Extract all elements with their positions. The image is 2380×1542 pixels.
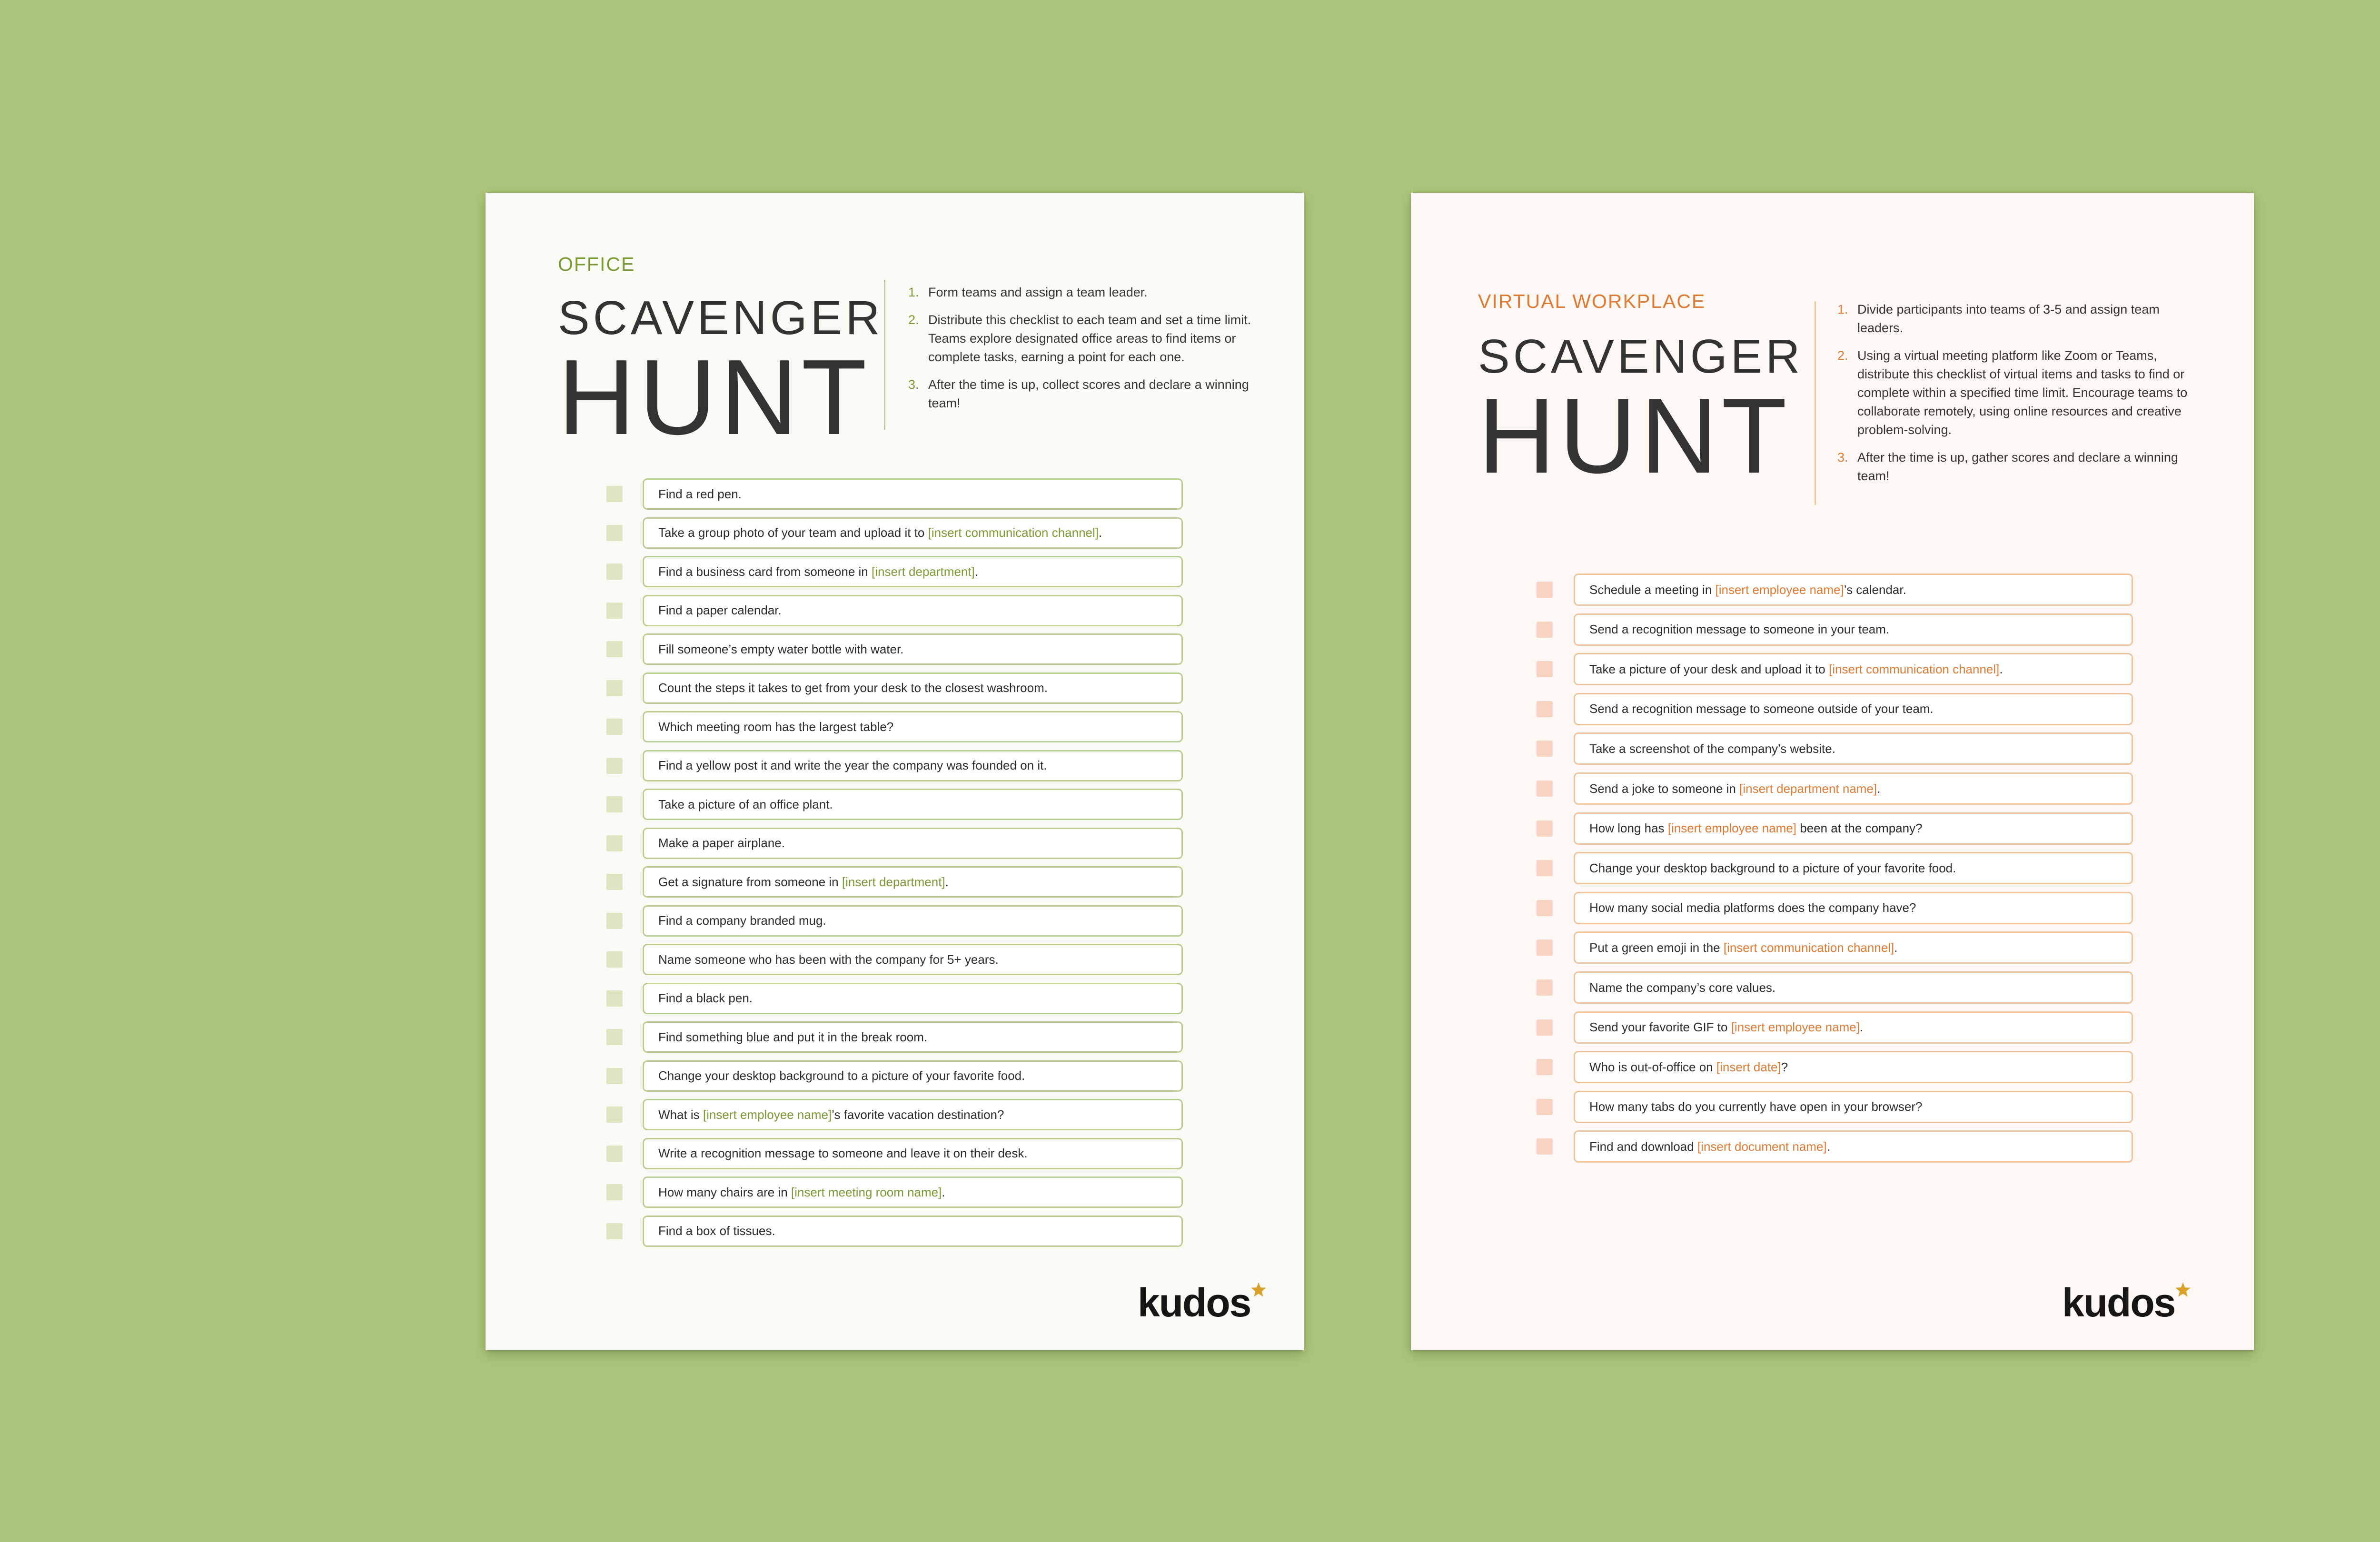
item-text: Change your desktop background to a picture of your favorite food. — [658, 1068, 1025, 1083]
item-text: Find a box of tissues. — [658, 1224, 775, 1238]
checklist-item — [1537, 812, 2127, 845]
step-text: Using a virtual meeting platform like Zoom or Teams, distribute this checklist of virtual items and tasks to find or complete within a specified time limit. Encourage teams to collaborate remotely, using online resources and creative problem-solving. — [1857, 348, 2188, 437]
insert-placeholder: [insert communication channel] — [1723, 940, 1894, 955]
checkbox[interactable] — [1537, 1099, 1553, 1115]
kudos-logo — [2062, 1280, 2175, 1325]
checklist-item — [606, 866, 1178, 898]
checklist-item — [606, 711, 1178, 742]
checkbox[interactable] — [1537, 1019, 1553, 1036]
insert-placeholder: [insert employee name] — [1731, 1020, 1860, 1035]
item-text: Who is out-of-office on — [1589, 1059, 1716, 1074]
checklist-item-text — [643, 1060, 1183, 1092]
checkbox[interactable] — [1537, 661, 1553, 677]
item-text: ? — [1781, 1059, 1788, 1074]
checkbox[interactable] — [606, 641, 623, 657]
checklist-item — [606, 1021, 1178, 1053]
checklist-item-text — [643, 1176, 1183, 1208]
checkbox[interactable] — [1537, 1138, 1553, 1155]
checklist-item — [1537, 852, 2127, 884]
step-text: Distribute this checklist to each team and set a time limit. Teams explore designated office areas to find items or complete tasks, earning a point for each one. — [928, 313, 1251, 364]
checklist-item — [1537, 1091, 2127, 1123]
checklist-item-text — [643, 711, 1183, 742]
item-text: Send your favorite GIF to — [1589, 1020, 1731, 1035]
office-task-list — [606, 478, 1178, 1238]
checklist-item-text — [643, 1216, 1183, 1247]
checkbox[interactable] — [606, 990, 623, 1007]
checkbox[interactable] — [606, 1068, 623, 1084]
checklist-item-text — [643, 1021, 1183, 1053]
checklist-item — [606, 1176, 1178, 1208]
checkbox[interactable] — [606, 1184, 623, 1200]
item-text: Send a recognition message to someone outside of your team. — [1589, 702, 1934, 716]
checklist-item — [1537, 732, 2127, 765]
item-text: How many social media platforms does the company have? — [1589, 900, 1916, 915]
checklist-item-text — [643, 866, 1183, 898]
checklist-item — [606, 556, 1178, 587]
checklist-item — [606, 633, 1178, 665]
checklist-item — [606, 1060, 1178, 1092]
checklist-item — [606, 789, 1178, 820]
step-number: 2. — [908, 313, 919, 327]
checklist-item-text — [1574, 1051, 2133, 1083]
step-number: 1. — [1837, 302, 1848, 316]
office-title-line2: HUNT — [558, 337, 871, 457]
checklist-item-text — [643, 944, 1183, 975]
checklist-item — [606, 595, 1178, 626]
checklist-item — [606, 1099, 1178, 1130]
office-divider — [884, 280, 885, 430]
item-text: . — [1099, 525, 1102, 540]
checklist-item-text — [643, 672, 1183, 704]
checkbox[interactable] — [1537, 741, 1553, 757]
step-number: 3. — [1837, 450, 1848, 465]
item-text: How many tabs do you currently have open in your browser? — [1589, 1099, 1923, 1114]
item-text: Take a picture of your desk and upload it to — [1589, 662, 1829, 676]
step-number: 1. — [908, 285, 919, 299]
item-text: . — [942, 1185, 945, 1199]
insert-placeholder: [insert date] — [1716, 1059, 1781, 1074]
item-text: What is — [658, 1107, 703, 1122]
checkbox[interactable] — [1537, 701, 1553, 717]
checklist-item-text — [643, 983, 1183, 1014]
checkbox[interactable] — [1537, 939, 1553, 956]
kudos-logo-text: kudos — [2062, 1280, 2175, 1325]
insert-placeholder: [insert department] — [842, 874, 945, 889]
checkbox[interactable] — [606, 1029, 623, 1045]
virtual-instructions — [1833, 300, 2196, 494]
checklist-item — [606, 983, 1178, 1014]
insert-placeholder: [insert employee name] — [703, 1107, 832, 1122]
checklist-item — [606, 828, 1178, 859]
checklist-item — [606, 944, 1178, 975]
checklist-item-text — [643, 1099, 1183, 1130]
step-text: Form teams and assign a team leader. — [928, 285, 1148, 299]
item-text: Find a paper calendar. — [658, 603, 782, 617]
checklist-item-text — [643, 556, 1183, 587]
checklist-item — [1537, 653, 2127, 685]
checklist-item — [1537, 772, 2127, 805]
checklist-item-text — [1574, 653, 2133, 685]
checklist-item — [1537, 1011, 2127, 1044]
checkbox[interactable] — [1537, 820, 1553, 837]
checklist-item-text — [1574, 573, 2133, 606]
checklist-item — [1537, 573, 2127, 606]
checklist-item — [606, 517, 1178, 549]
item-text: Make a paper airplane. — [658, 836, 785, 850]
item-text: Take a picture of an office plant. — [658, 797, 833, 811]
checklist-item-text — [1574, 1091, 2133, 1123]
checkbox[interactable] — [606, 951, 623, 968]
virtual-title-line2: HUNT — [1478, 376, 1791, 495]
office-checklist-sheet — [486, 193, 1304, 1350]
item-text: How many chairs are in — [658, 1185, 791, 1199]
checklist-item — [1537, 613, 2127, 646]
item-text: Take a screenshot of the company’s website. — [1589, 741, 1835, 756]
item-text: Count the steps it takes to get from your desk to the closest washroom. — [658, 681, 1048, 695]
item-text: Take a group photo of your team and upload it to — [658, 525, 928, 540]
virtual-title — [1478, 330, 1804, 495]
instruction-step — [1837, 346, 2196, 439]
checklist-item-text — [643, 789, 1183, 820]
checklist-item-text — [1574, 772, 2133, 805]
insert-placeholder: [insert department name] — [1739, 781, 1877, 796]
checklist-item — [1537, 971, 2127, 1004]
insert-placeholder: [insert communication channel] — [1828, 662, 2000, 676]
checkbox[interactable] — [1537, 582, 1553, 598]
checklist-item — [606, 905, 1178, 937]
checklist-item-text — [1574, 931, 2133, 964]
item-text: Change your desktop background to a picture of your favorite food. — [1589, 860, 1956, 875]
item-text: Schedule a meeting in — [1589, 582, 1716, 597]
checklist-item — [1537, 1130, 2127, 1163]
item-text: Name someone who has been with the company for 5+ years. — [658, 952, 999, 967]
virtual-task-list — [1537, 573, 2127, 1173]
checklist-item-text — [643, 633, 1183, 665]
item-text: . — [1826, 1139, 1830, 1154]
insert-placeholder: [insert employee name] — [1715, 582, 1844, 597]
item-text: ’s favorite vacation destination? — [832, 1107, 1004, 1122]
virtual-title-line1: SCAVENGER — [1478, 330, 1804, 383]
checklist-item — [1537, 693, 2127, 725]
insert-placeholder: [insert communication channel] — [928, 525, 1099, 540]
checklist-item-text — [643, 478, 1183, 510]
checkbox[interactable] — [1537, 860, 1553, 876]
instruction-step — [1837, 300, 2196, 337]
checklist-item-text — [643, 750, 1183, 781]
item-text: . — [1859, 1020, 1864, 1035]
checkbox[interactable] — [1537, 622, 1553, 638]
step-text: After the time is up, gather scores and declare a winning team! — [1857, 450, 2178, 483]
insert-placeholder: [insert employee name] — [1667, 821, 1797, 836]
checkbox[interactable] — [606, 563, 623, 580]
checkbox[interactable] — [1537, 1059, 1553, 1075]
checklist-item-text — [1574, 693, 2133, 725]
office-instructions — [903, 283, 1266, 422]
checkbox[interactable] — [606, 603, 623, 619]
checklist-item-text — [1574, 812, 2133, 845]
instruction-step — [908, 283, 1266, 302]
item-text: Find a yellow post it and write the year the company was founded on it. — [658, 758, 1047, 772]
item-text: . — [1877, 781, 1881, 796]
checkbox[interactable] — [606, 1223, 623, 1239]
star-icon — [1250, 1282, 1267, 1298]
checklist-item-text — [1574, 1130, 2133, 1163]
item-text: Write a recognition message to someone and leave it on their desk. — [658, 1146, 1028, 1160]
checkbox[interactable] — [606, 758, 623, 774]
checkbox[interactable] — [606, 874, 623, 890]
checkbox[interactable] — [1537, 900, 1553, 916]
checklist-item — [1537, 1051, 2127, 1083]
item-text: . — [1894, 940, 1898, 955]
checkbox[interactable] — [606, 835, 623, 851]
item-text: Find and download — [1589, 1139, 1697, 1154]
instruction-step — [1837, 448, 2196, 485]
checklist-item — [606, 478, 1178, 510]
step-text: Divide participants into teams of 3-5 and assign team leaders. — [1857, 302, 2160, 335]
item-text: Put a green emoji in the — [1589, 940, 1724, 955]
checkbox[interactable] — [606, 719, 623, 735]
item-text: Name the company’s core values. — [1589, 980, 1776, 995]
step-number: 2. — [1837, 348, 1848, 363]
checklist-item-text — [1574, 732, 2133, 765]
checkbox[interactable] — [1537, 979, 1553, 996]
instruction-step — [908, 376, 1266, 413]
checklist-item-text — [643, 517, 1183, 549]
instruction-step — [908, 311, 1266, 366]
checkbox[interactable] — [606, 680, 623, 696]
kudos-logo-text: kudos — [1138, 1280, 1251, 1325]
checklist-item — [1537, 931, 2127, 964]
checklist-item — [606, 1216, 1178, 1247]
checklist-item-text — [1574, 892, 2133, 924]
item-text: Which meeting room has the largest table? — [658, 719, 894, 734]
item-text: Send a recognition message to someone in your team. — [1589, 622, 1890, 637]
item-text: Find a company branded mug. — [658, 913, 826, 928]
checklist-item-text — [643, 595, 1183, 626]
insert-placeholder: [insert meeting room name] — [791, 1185, 942, 1199]
checklist-item-text — [1574, 971, 2133, 1004]
checklist-item-text — [643, 905, 1183, 937]
checklist-item — [606, 672, 1178, 704]
item-text: How long has — [1589, 821, 1668, 836]
office-title — [558, 291, 883, 457]
item-text: Send a joke to someone in — [1589, 781, 1740, 796]
checkbox[interactable] — [606, 1107, 623, 1123]
office-title-line1: SCAVENGER — [558, 291, 883, 345]
office-kicker: OFFICE — [558, 253, 635, 275]
item-text: . — [945, 874, 949, 889]
virtual-checklist-sheet — [1411, 193, 2254, 1350]
item-text: Get a signature from someone in — [658, 874, 842, 889]
checkbox[interactable] — [606, 913, 623, 929]
star-icon — [2175, 1282, 2191, 1298]
insert-placeholder: [insert department] — [872, 564, 975, 579]
checklist-item-text — [1574, 1011, 2133, 1044]
item-text: been at the company? — [1796, 821, 1923, 836]
checkbox[interactable] — [606, 486, 623, 502]
virtual-kicker: VIRTUAL WORKPLACE — [1478, 290, 1706, 312]
checkbox[interactable] — [1537, 781, 1553, 797]
checklist-item — [606, 1138, 1178, 1169]
item-text: Find a red pen. — [658, 486, 742, 501]
checklist-item-text — [1574, 852, 2133, 884]
virtual-divider — [1815, 301, 1816, 505]
checkbox[interactable] — [606, 525, 623, 541]
insert-placeholder: [insert document name] — [1697, 1139, 1827, 1154]
checklist-item — [1537, 892, 2127, 924]
item-text: . — [1999, 662, 2003, 676]
item-text: Find a business card from someone in — [658, 564, 872, 579]
checklist-item — [606, 750, 1178, 781]
checklist-item-text — [1574, 613, 2133, 646]
checklist-item-text — [643, 828, 1183, 859]
item-text: Fill someone’s empty water bottle with water. — [658, 642, 904, 656]
item-text: . — [974, 564, 979, 579]
checkbox[interactable] — [606, 796, 623, 812]
item-text: Find something blue and put it in the break room. — [658, 1029, 928, 1044]
step-text: After the time is up, collect scores and declare a winning team! — [928, 377, 1249, 410]
kudos-logo — [1138, 1280, 1251, 1325]
checklist-item-text — [643, 1138, 1183, 1169]
item-text: ’s calendar. — [1844, 582, 1906, 597]
step-number: 3. — [908, 377, 919, 392]
item-text: Find a black pen. — [658, 991, 753, 1005]
checkbox[interactable] — [606, 1146, 623, 1162]
